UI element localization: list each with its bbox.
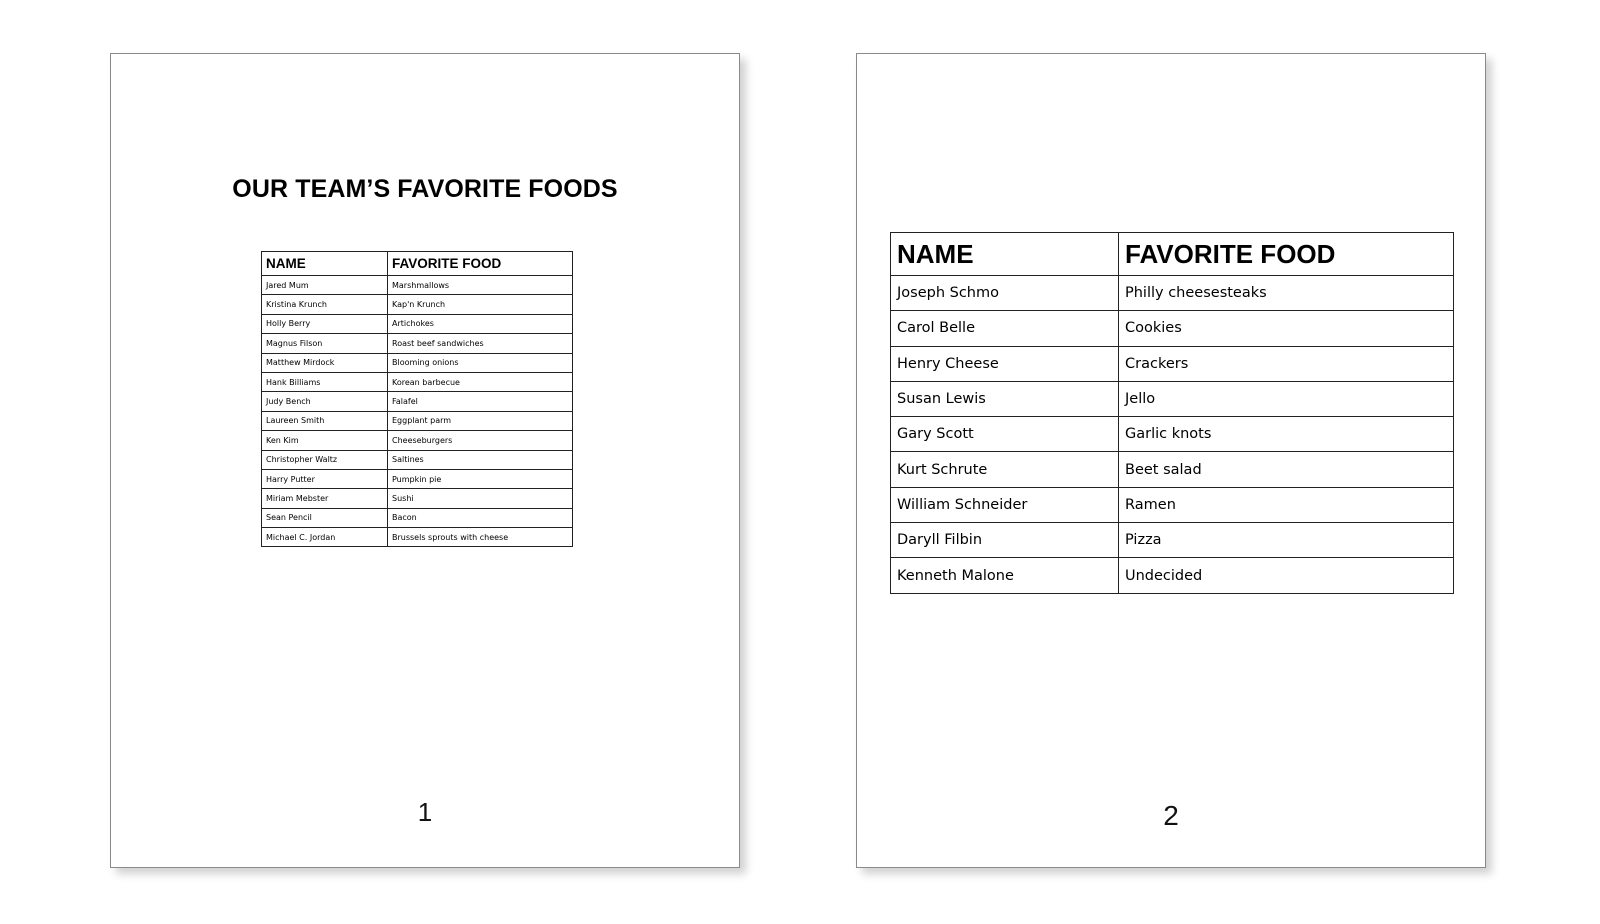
column-header-name: NAME [891,233,1119,276]
column-header-name: NAME [262,252,388,276]
cell-favorite-food: Ramen [1119,487,1454,522]
cell-favorite-food: Roast beef sandwiches [388,334,573,353]
table-row [262,431,573,450]
table-row [262,334,573,353]
cell-favorite-food: Kap'n Krunch [388,295,573,314]
table-row [262,489,573,508]
table-row [891,558,1454,593]
document-page-1 [110,53,740,868]
cell-name: Holly Berry [262,314,388,333]
cell-name: Daryll Filbin [891,523,1119,558]
cell-favorite-food: Pizza [1119,523,1454,558]
cell-favorite-food: Blooming onions [388,353,573,372]
cell-favorite-food: Jello [1119,381,1454,416]
favorite-foods-table [890,232,1454,594]
cell-name: Laureen Smith [262,411,388,430]
cell-favorite-food: Garlic knots [1119,417,1454,452]
cell-name: Kenneth Malone [891,558,1119,593]
cell-favorite-food: Undecided [1119,558,1454,593]
column-header-favorite-food: FAVORITE FOOD [388,252,573,276]
cell-name: Joseph Schmo [891,276,1119,311]
cell-name: Carol Belle [891,311,1119,346]
cell-favorite-food: Bacon [388,508,573,527]
table-row [891,276,1454,311]
cell-name: Matthew Mirdock [262,353,388,372]
cell-favorite-food: Falafel [388,392,573,411]
table-row [262,508,573,527]
cell-name: Kurt Schrute [891,452,1119,487]
cell-favorite-food: Cheeseburgers [388,431,573,450]
table-row [891,417,1454,452]
cell-name: Kristina Krunch [262,295,388,314]
cell-name: Judy Bench [262,392,388,411]
cell-name: Henry Cheese [891,346,1119,381]
table-row [262,276,573,295]
table-row [891,487,1454,522]
page-number: 2 [1163,800,1179,831]
table-row [262,295,573,314]
cell-name: Christopher Waltz [262,450,388,469]
table-row [262,314,573,333]
cell-name: Jared Mum [262,276,388,295]
cell-favorite-food: Korean barbecue [388,372,573,391]
table-row [262,372,573,391]
cell-favorite-food: Brussels sprouts with cheese [388,528,573,547]
cell-name: Magnus Filson [262,334,388,353]
table-row [262,392,573,411]
cell-name: William Schneider [891,487,1119,522]
cell-favorite-food: Artichokes [388,314,573,333]
cell-favorite-food: Sushi [388,489,573,508]
cell-favorite-food: Beet salad [1119,452,1454,487]
table-row [262,469,573,488]
cell-name: Hank Billiams [262,372,388,391]
table-row [891,452,1454,487]
cell-favorite-food: Eggplant parm [388,411,573,430]
cell-name: Ken Kim [262,431,388,450]
page-number: 1 [417,797,433,827]
cell-favorite-food: Crackers [1119,346,1454,381]
cell-name: Gary Scott [891,417,1119,452]
table-row [891,523,1454,558]
table-header-row [262,252,573,276]
cell-favorite-food: Marshmallows [388,276,573,295]
cell-name: Harry Putter [262,469,388,488]
document-page-2 [856,53,1486,868]
cell-favorite-food: Philly cheesesteaks [1119,276,1454,311]
table-row [262,353,573,372]
table-header-row [891,233,1454,276]
table-row [262,528,573,547]
favorite-foods-table [261,251,573,547]
cell-name: Susan Lewis [891,381,1119,416]
document-title: OUR TEAM’S FAVORITE FOODS [232,175,618,203]
cell-favorite-food: Pumpkin pie [388,469,573,488]
cell-favorite-food: Saltines [388,450,573,469]
cell-favorite-food: Cookies [1119,311,1454,346]
table-row [891,381,1454,416]
table-row [262,450,573,469]
table-row [891,346,1454,381]
cell-name: Sean Pencil [262,508,388,527]
cell-name: Miriam Mebster [262,489,388,508]
cell-name: Michael C. Jordan [262,528,388,547]
table-row [891,311,1454,346]
column-header-favorite-food: FAVORITE FOOD [1119,233,1454,276]
table-row [262,411,573,430]
